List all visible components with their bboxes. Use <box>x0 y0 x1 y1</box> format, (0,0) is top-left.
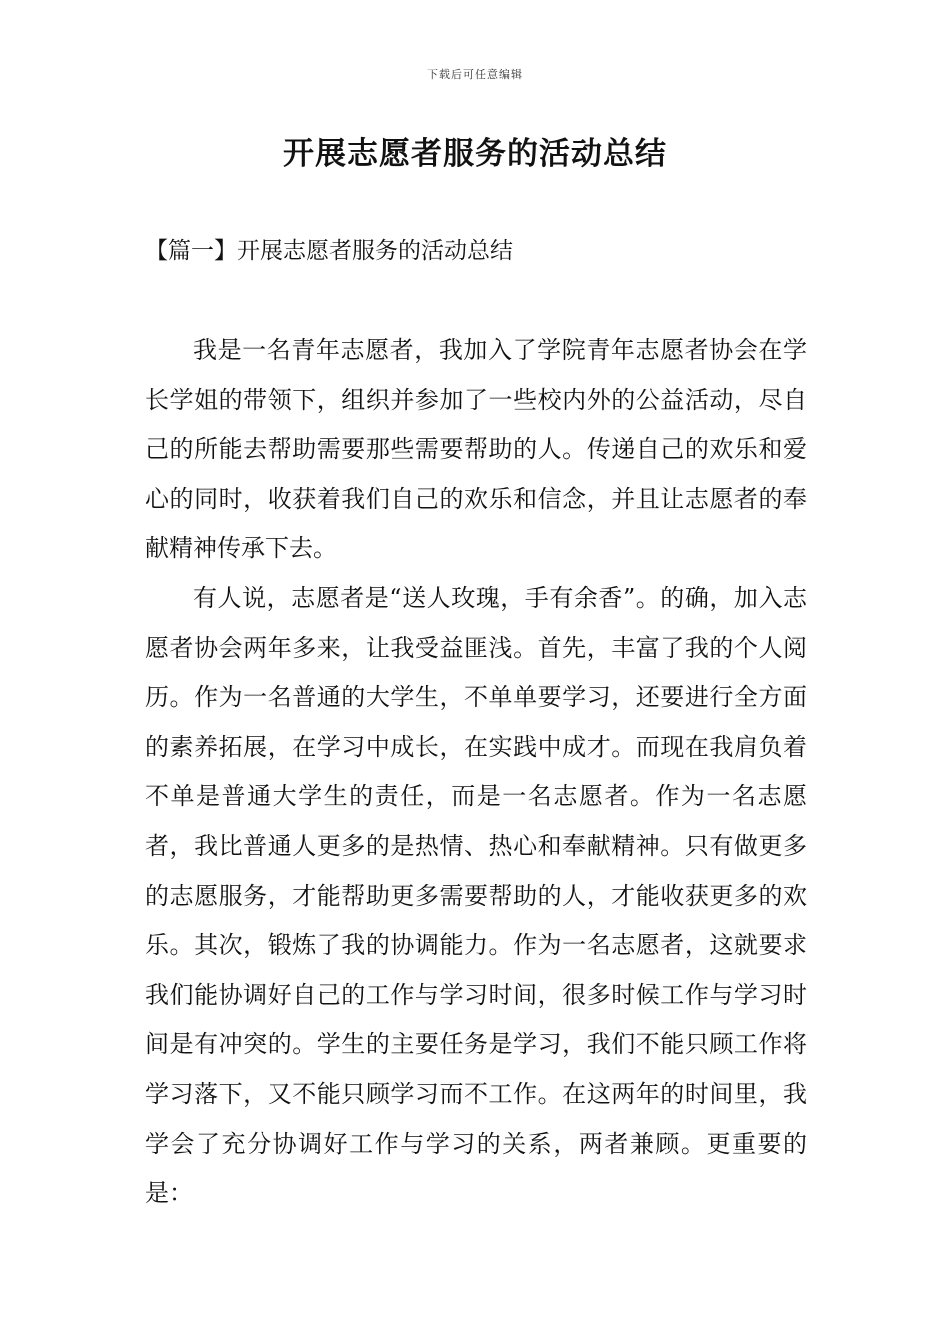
section-heading: 【篇一】开展志愿者服务的活动总结 <box>145 238 513 264</box>
paragraph: 有人说，志愿者是“送人玫瑰，手有余香”。的确，加入志愿者协会两年多来，让我受益匪浅。首先，丰富了我的个人阅历。作为一名普通的大学生，不单单要学习，还要进行全方面的素养拓展，在学习中成长，在实践中成才。而现在我肩负着不单是普通大学生的责任，而是一名志愿者。作为一名志愿者，我比普通人更多的是热情、热心和奉献精神。只有做更多的志愿服务，才能帮助更多需要帮助的人，才能收获更多的欢乐。其次，锻炼了我的协调能力。作为一名志愿者，这就要求我们能协调好自己的工作与学习时间，很多时候工作与学习时间是有冲突的。学生的主要任务是学习，我们不能只顾工作将学习落下，又不能只顾学习而不工作。在这两年的时间里，我学会了充分协调好工作与学习的关系，两者兼顾。更重要的是： <box>145 583 807 1208</box>
header-note: 下载后可任意编辑 <box>427 68 523 81</box>
document-title: 开展志愿者服务的活动总结 <box>283 136 667 172</box>
paragraph: 我是一名青年志愿者，我加入了学院青年志愿者协会在学长学姐的带领下，组织并参加了一些校内外的公益活动，尽自己的所能去帮助需要那些需要帮助的人。传递自己的欢乐和爱心的同时，收获着我们自己的欢乐和信念，并且让志愿者的奉献精神传承下去。 <box>145 336 807 563</box>
document-body <box>145 326 807 1219</box>
